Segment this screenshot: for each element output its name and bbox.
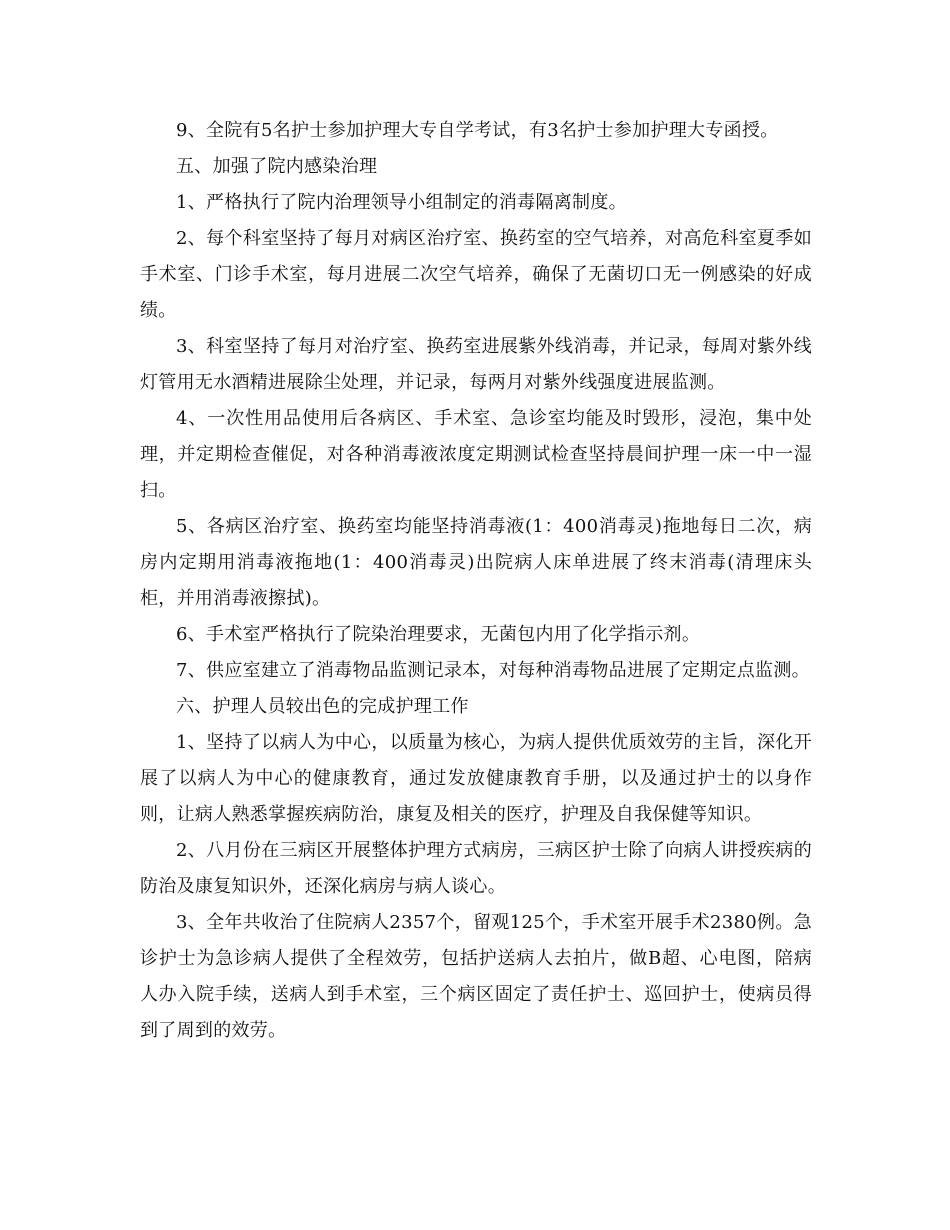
paragraph-item-1: 1、严格执行了院内治理领导小组制定的消毒隔离制度。	[176, 192, 627, 213]
paragraph-item-1-nursing: 1、坚持了以病人为中心，以质量为核心，为病人提供优质效劳的主旨，深化开展了以病人为中心的健康教育，通过发放健康教育手册，以及通过护士的以身作则，让病人熟悉掌握疾病防治，康复及相关的医疗，护理及自我保健等知识。	[140, 732, 812, 825]
paragraph-item-9: 9、全院有5名护士参加护理大专自学考试，有3名护士参加护理大专函授。	[176, 120, 779, 141]
document-body	[140, 113, 812, 1049]
paragraph-item-5: 5、各病区治疗室、换药室均能坚持消毒液(1：400消毒灵)拖地每日二次，病房内定期用消毒液拖地(1：400消毒灵)出院病人床单进展了终末消毒(清理床头柜，并用消毒液擦拭)。	[140, 516, 812, 609]
paragraph-item-2-nursing: 2、八月份在三病区开展整体护理方式病房，三病区护士除了向病人讲授疾病的防治及康复知识外，还深化病房与病人谈心。	[140, 840, 812, 897]
paragraph-item-2: 2、每个科室坚持了每月对病区治疗室、换药室的空气培养，对高危科室夏季如手术室、门诊手术室，每月进展二次空气培养，确保了无菌切口无一例感染的好成绩。	[140, 228, 812, 321]
paragraph-item-4: 4、一次性用品使用后各病区、手术室、急诊室均能及时毁形，浸泡，集中处理，并定期检查催促，对各种消毒液浓度定期测试检查坚持晨间护理一床一中一湿扫。	[140, 408, 812, 501]
section-heading-6: 六、护理人员较出色的完成护理工作	[176, 696, 469, 717]
paragraph-item-3-nursing: 3、全年共收治了住院病人2357个，留观125个，手术室开展手术2380例。急诊护士为急诊病人提供了全程效劳，包括护送病人去拍片，做B超、心电图，陪病人办入院手续，送病人到手术室，三个病区固定了责任护士、巡回护士，使病员得到了周到的效劳。	[140, 912, 812, 1041]
paragraph-item-7: 7、供应室建立了消毒物品监测记录本，对每种消毒物品进展了定期定点监测。	[176, 660, 810, 681]
paragraph-item-3: 3、科室坚持了每月对治疗室、换药室进展紫外线消毒，并记录，每周对紫外线灯管用无水酒精进展除尘处理，并记录，每两月对紫外线强度进展监测。	[140, 336, 812, 393]
paragraph-item-6: 6、手术室严格执行了院染治理要求，无菌包内用了化学指示剂。	[176, 624, 701, 645]
section-heading-5: 五、加强了院内感染治理	[176, 156, 378, 177]
